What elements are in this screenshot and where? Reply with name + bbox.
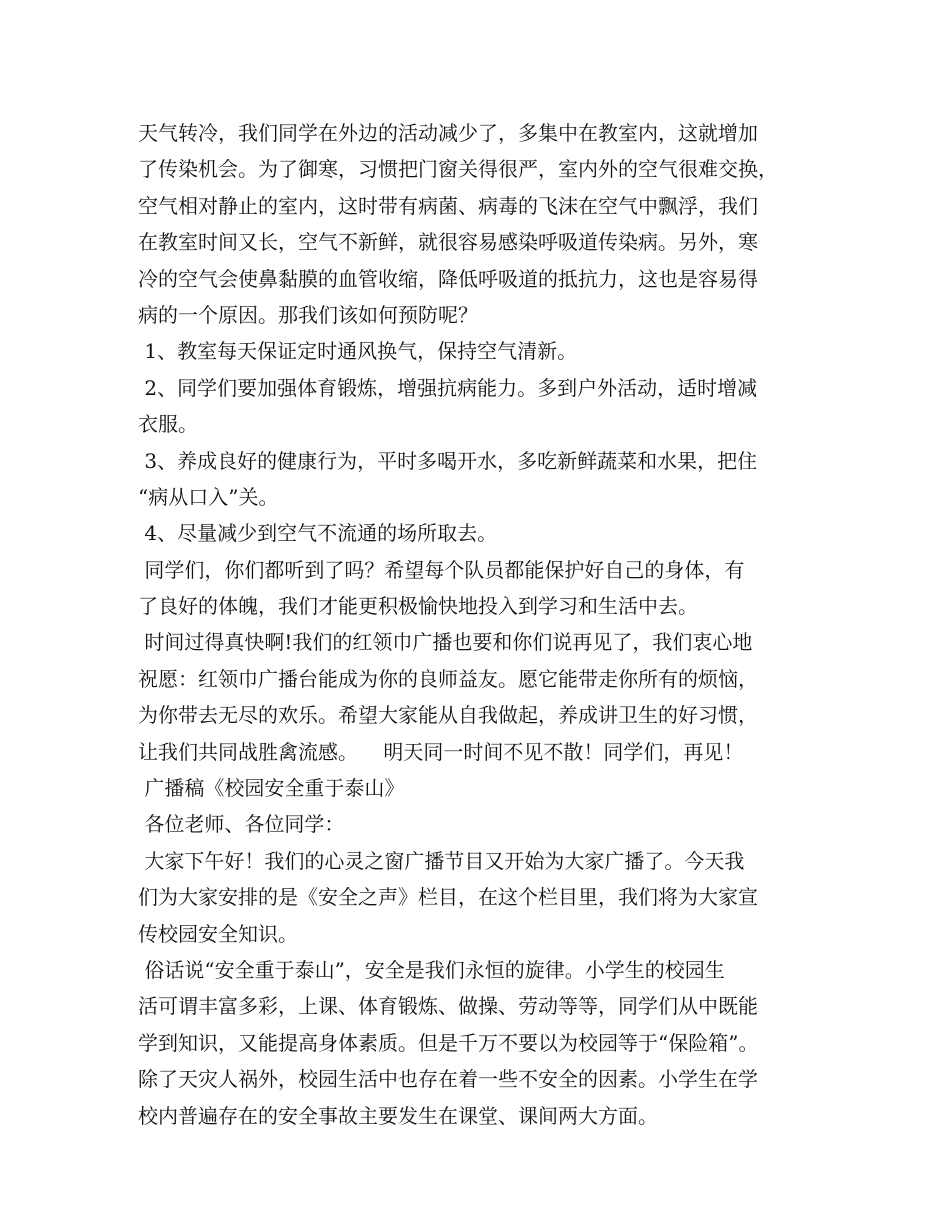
text-line: 空气相对静止的室内，这时带有病菌、病毒的飞沫在空气中飘浮，我们 — [138, 193, 758, 218]
text-line: 了传染机会。为了御寒，习惯把门窗关得很严，室内外的空气很难交换， — [138, 157, 778, 182]
text-line: 活可谓丰富多彩，上课、体育锻炼、做操、劳动等等，同学们从中既能 — [138, 994, 758, 1019]
text-line: 传校园安全知识。 — [138, 921, 298, 946]
document-body — [138, 115, 838, 1134]
text-line: 让我们共同战胜禽流感。 明天同一时间不见不散！同学们，再见！ — [138, 739, 744, 764]
text-line: “病从口入”关。 — [138, 484, 279, 509]
text-line: 俗话说“安全重于泰山”，安全是我们永恒的旋律。小学生的校园生 — [138, 957, 725, 982]
text-line: 了良好的体魄，我们才能更积极愉快地投入到学习和生活中去。 — [138, 594, 698, 619]
text-line: 在教室时间又长，空气不新鲜，就很容易感染呼吸道传染病。另外，寒 — [138, 230, 758, 255]
list-item-3: 3、养成良好的健康行为，平时多喝开水，多吃新鲜蔬菜和水果，把住 — [138, 448, 758, 473]
text-line: 校内普遍存在的安全事故主要发生在课堂、课间两大方面。 — [138, 1103, 658, 1128]
section-title: 广播稿《校园安全重于泰山》 — [138, 776, 405, 801]
text-line: 时间过得真快啊!我们的红领巾广播也要和你们说再见了，我们衷心地 — [138, 630, 753, 655]
text-line: 除了天灾人祸外，校园生活中也存在着一些不安全的因素。小学生在学 — [138, 1067, 758, 1092]
salutation: 各位老师、各位同学： — [138, 812, 345, 837]
text-line: 天气转冷，我们同学在外边的活动减少了，多集中在教室内，这就增加 — [138, 121, 758, 145]
list-item-1: 1、教室每天保证定时通风换气，保持空气清新。 — [138, 339, 578, 364]
text-line: 学到知识，又能提高身体素质。但是千万不要以为校园等于“保险箱”。 — [138, 1030, 759, 1055]
text-line: 冷的空气会使鼻黏膜的血管收缩，降低呼吸道的抵抗力，这也是容易得 — [138, 266, 758, 291]
text-line: 同学们，你们都听到了吗？希望每个队员都能保护好自己的身体，有 — [138, 557, 745, 582]
text-line: 病的一个原因。那我们该如何预防呢？ — [138, 302, 478, 327]
text-line: 为你带去无尽的欢乐。希望大家能从自我做起，养成讲卫生的好习惯， — [138, 703, 758, 728]
list-item-4: 4、尽量减少到空气不流通的场所取去。 — [138, 521, 498, 546]
text-line: 大家下午好！我们的心灵之窗广播节目又开始为大家广播了。今天我 — [138, 848, 745, 873]
text-line: 祝愿：红领巾广播台能成为你的良师益友。愿它能带走你所有的烦恼， — [138, 666, 758, 691]
text-line: 们为大家安排的是《安全之声》栏目，在这个栏目里，我们将为大家宣 — [138, 885, 758, 910]
text-line: 衣服。 — [138, 412, 198, 437]
list-item-2: 2、同学们要加强体育锻炼，增强抗病能力。多到户外活动，适时增减 — [138, 375, 758, 400]
